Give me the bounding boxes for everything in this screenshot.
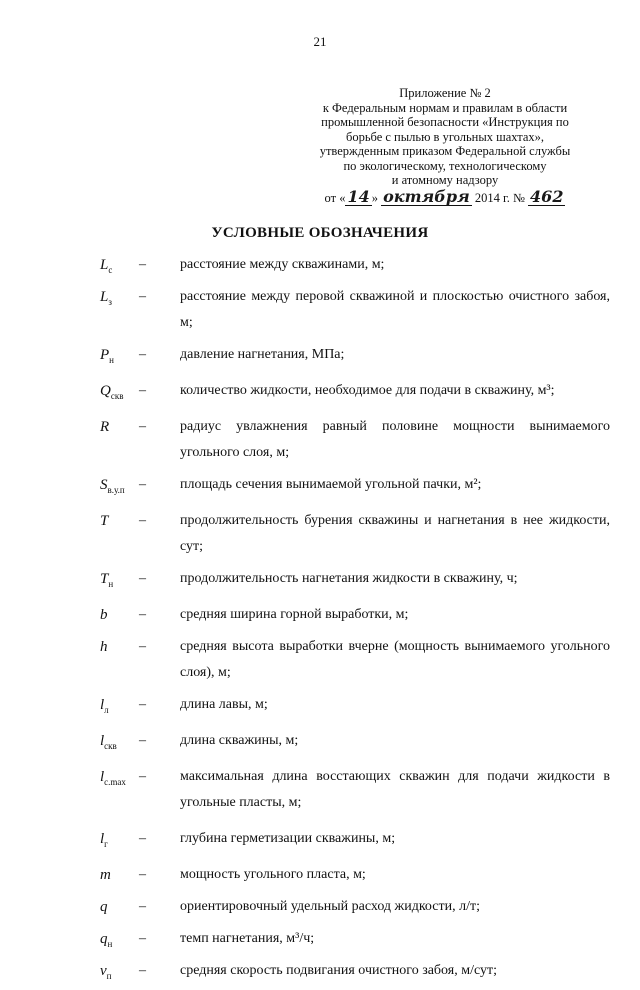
term-row	[0, 894, 640, 920]
term-symbol: m	[100, 867, 111, 883]
term-symbol: T	[100, 513, 109, 529]
term-dash: –	[139, 347, 146, 362]
term-symbol: $T_н$	[100, 571, 114, 589]
appendix-header	[300, 86, 590, 206]
term-row	[0, 252, 640, 278]
term-dash: –	[139, 477, 146, 492]
term-row	[0, 472, 640, 498]
term-row	[0, 342, 640, 368]
term-dash: –	[139, 831, 146, 846]
date-prefix: от «	[324, 190, 346, 205]
term-row	[0, 728, 640, 754]
handwritten-order-number: 462	[530, 186, 564, 206]
term-dash: –	[139, 931, 146, 946]
term-definition: глубина герметизации скважины, м;	[180, 831, 396, 846]
term-dash: –	[139, 419, 146, 434]
term-subscript: н	[109, 355, 114, 365]
term-row	[0, 414, 640, 466]
appendix-line: утвержденным приказом Федеральной службы	[319, 144, 571, 158]
handwritten-day: 14	[347, 186, 370, 206]
term-definition: средняя скорость подвигания очистного забоя, м/сут;	[180, 963, 498, 978]
term-definition: количество жидкости, необходимое для подачи в скважину, м³;	[180, 383, 555, 398]
handwritten-month: октября	[383, 186, 470, 206]
term-row	[0, 634, 640, 686]
term-symbol: $L_c$	[100, 257, 113, 275]
term-dash: –	[139, 383, 146, 398]
term-definition: длина лавы, м;	[180, 697, 268, 712]
term-dash: –	[139, 867, 146, 882]
appendix-line: борьбе с пылью в угольных шахтах»,	[345, 129, 545, 144]
term-symbol: $l_л$	[100, 697, 109, 715]
term-subscript: скв	[104, 741, 117, 751]
term-dash: –	[139, 899, 146, 914]
term-definition: длина скважины, м;	[180, 733, 299, 748]
term-symbol: $L_з$	[100, 289, 112, 307]
term-row	[0, 764, 640, 816]
term-subscript: c.max	[104, 777, 126, 787]
term-definition: продолжительность бурения скважины и нагнетания в нее жидкости, сут;	[180, 513, 610, 554]
appendix-line: Приложение № 2	[399, 86, 491, 100]
term-subscript: н	[107, 939, 113, 949]
term-row	[0, 958, 640, 984]
term-symbol: h	[100, 639, 108, 655]
term-subscript: з	[108, 297, 112, 307]
term-symbol: $P_н$	[100, 347, 114, 365]
term-definition: мощность угольного пласта, м;	[180, 867, 366, 882]
term-definition: продолжительность нагнетания жидкости в скважину, ч;	[180, 571, 518, 586]
term-subscript: п	[106, 971, 112, 981]
term-subscript: скв	[110, 391, 124, 401]
term-subscript: н	[108, 579, 114, 589]
term-definition: средняя ширина горной выработки, м;	[180, 607, 409, 622]
appendix-line: к Федеральным нормам и правилам в области	[322, 100, 568, 115]
term-subscript: c	[108, 265, 113, 275]
term-symbol: $v_п$	[100, 963, 112, 981]
term-definition: радиус увлажнения равный половине мощности вынимаемого угольного слоя, м;	[180, 419, 610, 460]
appendix-line: по экологическому, технологическому	[343, 158, 547, 173]
symbols-list	[0, 252, 640, 990]
term-row	[0, 378, 640, 404]
term-dash: –	[139, 697, 146, 712]
appendix-line: промышленной безопасности «Инструкция по	[321, 115, 569, 129]
year-part: 2014 г. №	[474, 190, 525, 205]
term-dash: –	[139, 257, 146, 272]
term-row	[0, 566, 640, 592]
term-dash: –	[139, 769, 146, 784]
term-dash: –	[139, 289, 146, 304]
term-dash: –	[139, 733, 146, 748]
term-symbol: R	[100, 419, 110, 435]
page-title: УСЛОВНЫЕ ОБОЗНАЧЕНИЯ	[211, 225, 429, 241]
order-date-line: от « 14 » октября 2014 г. № 462	[324, 186, 564, 206]
term-symbol: $q_н$	[100, 931, 113, 949]
term-row	[0, 284, 640, 336]
term-definition: давление нагнетания, МПа;	[180, 347, 345, 362]
term-definition: средняя высота выработки вчерне (мощность вынимаемого угольного слоя), м;	[180, 639, 610, 680]
term-subscript: в.у.п	[107, 485, 125, 495]
term-dash: –	[139, 963, 146, 978]
term-dash: –	[139, 639, 146, 654]
term-symbol: $Q_{скв}$	[100, 383, 124, 401]
term-dash: –	[139, 607, 146, 622]
page-number: 21	[313, 34, 327, 49]
term-row	[0, 508, 640, 560]
term-row	[0, 602, 640, 628]
term-subscript: л	[104, 705, 109, 715]
term-definition: максимальная длина восстающих скважин для подачи жидкости в угольные пласты, м;	[180, 769, 610, 810]
term-dash: –	[139, 513, 146, 528]
term-subscript: г	[104, 839, 108, 849]
term-row	[0, 862, 640, 888]
term-row	[0, 926, 640, 952]
term-row	[0, 692, 640, 718]
term-definition: площадь сечения вынимаемой угольной пачки, м²;	[180, 477, 482, 492]
term-definition: темп нагнетания, м³/ч;	[180, 931, 315, 946]
term-symbol: $l_г$	[100, 831, 108, 849]
term-symbol: q	[100, 899, 108, 915]
appendix-line: и атомному надзору	[391, 173, 499, 187]
term-definition: ориентировочный удельный расход жидкости, л/т;	[180, 899, 480, 914]
term-row	[0, 826, 640, 852]
term-dash: –	[139, 571, 146, 586]
term-symbol: $S_{в.у.п}$	[100, 477, 125, 495]
term-definition: расстояние между скважинами, м;	[180, 257, 385, 272]
term-symbol: $l_{скв}$	[100, 733, 117, 751]
term-symbol: $l_{c.max}$	[100, 769, 126, 787]
term-definition: расстояние между перовой скважиной и плоскостью очистного забоя, м;	[180, 289, 610, 330]
term-symbol: b	[100, 607, 108, 623]
